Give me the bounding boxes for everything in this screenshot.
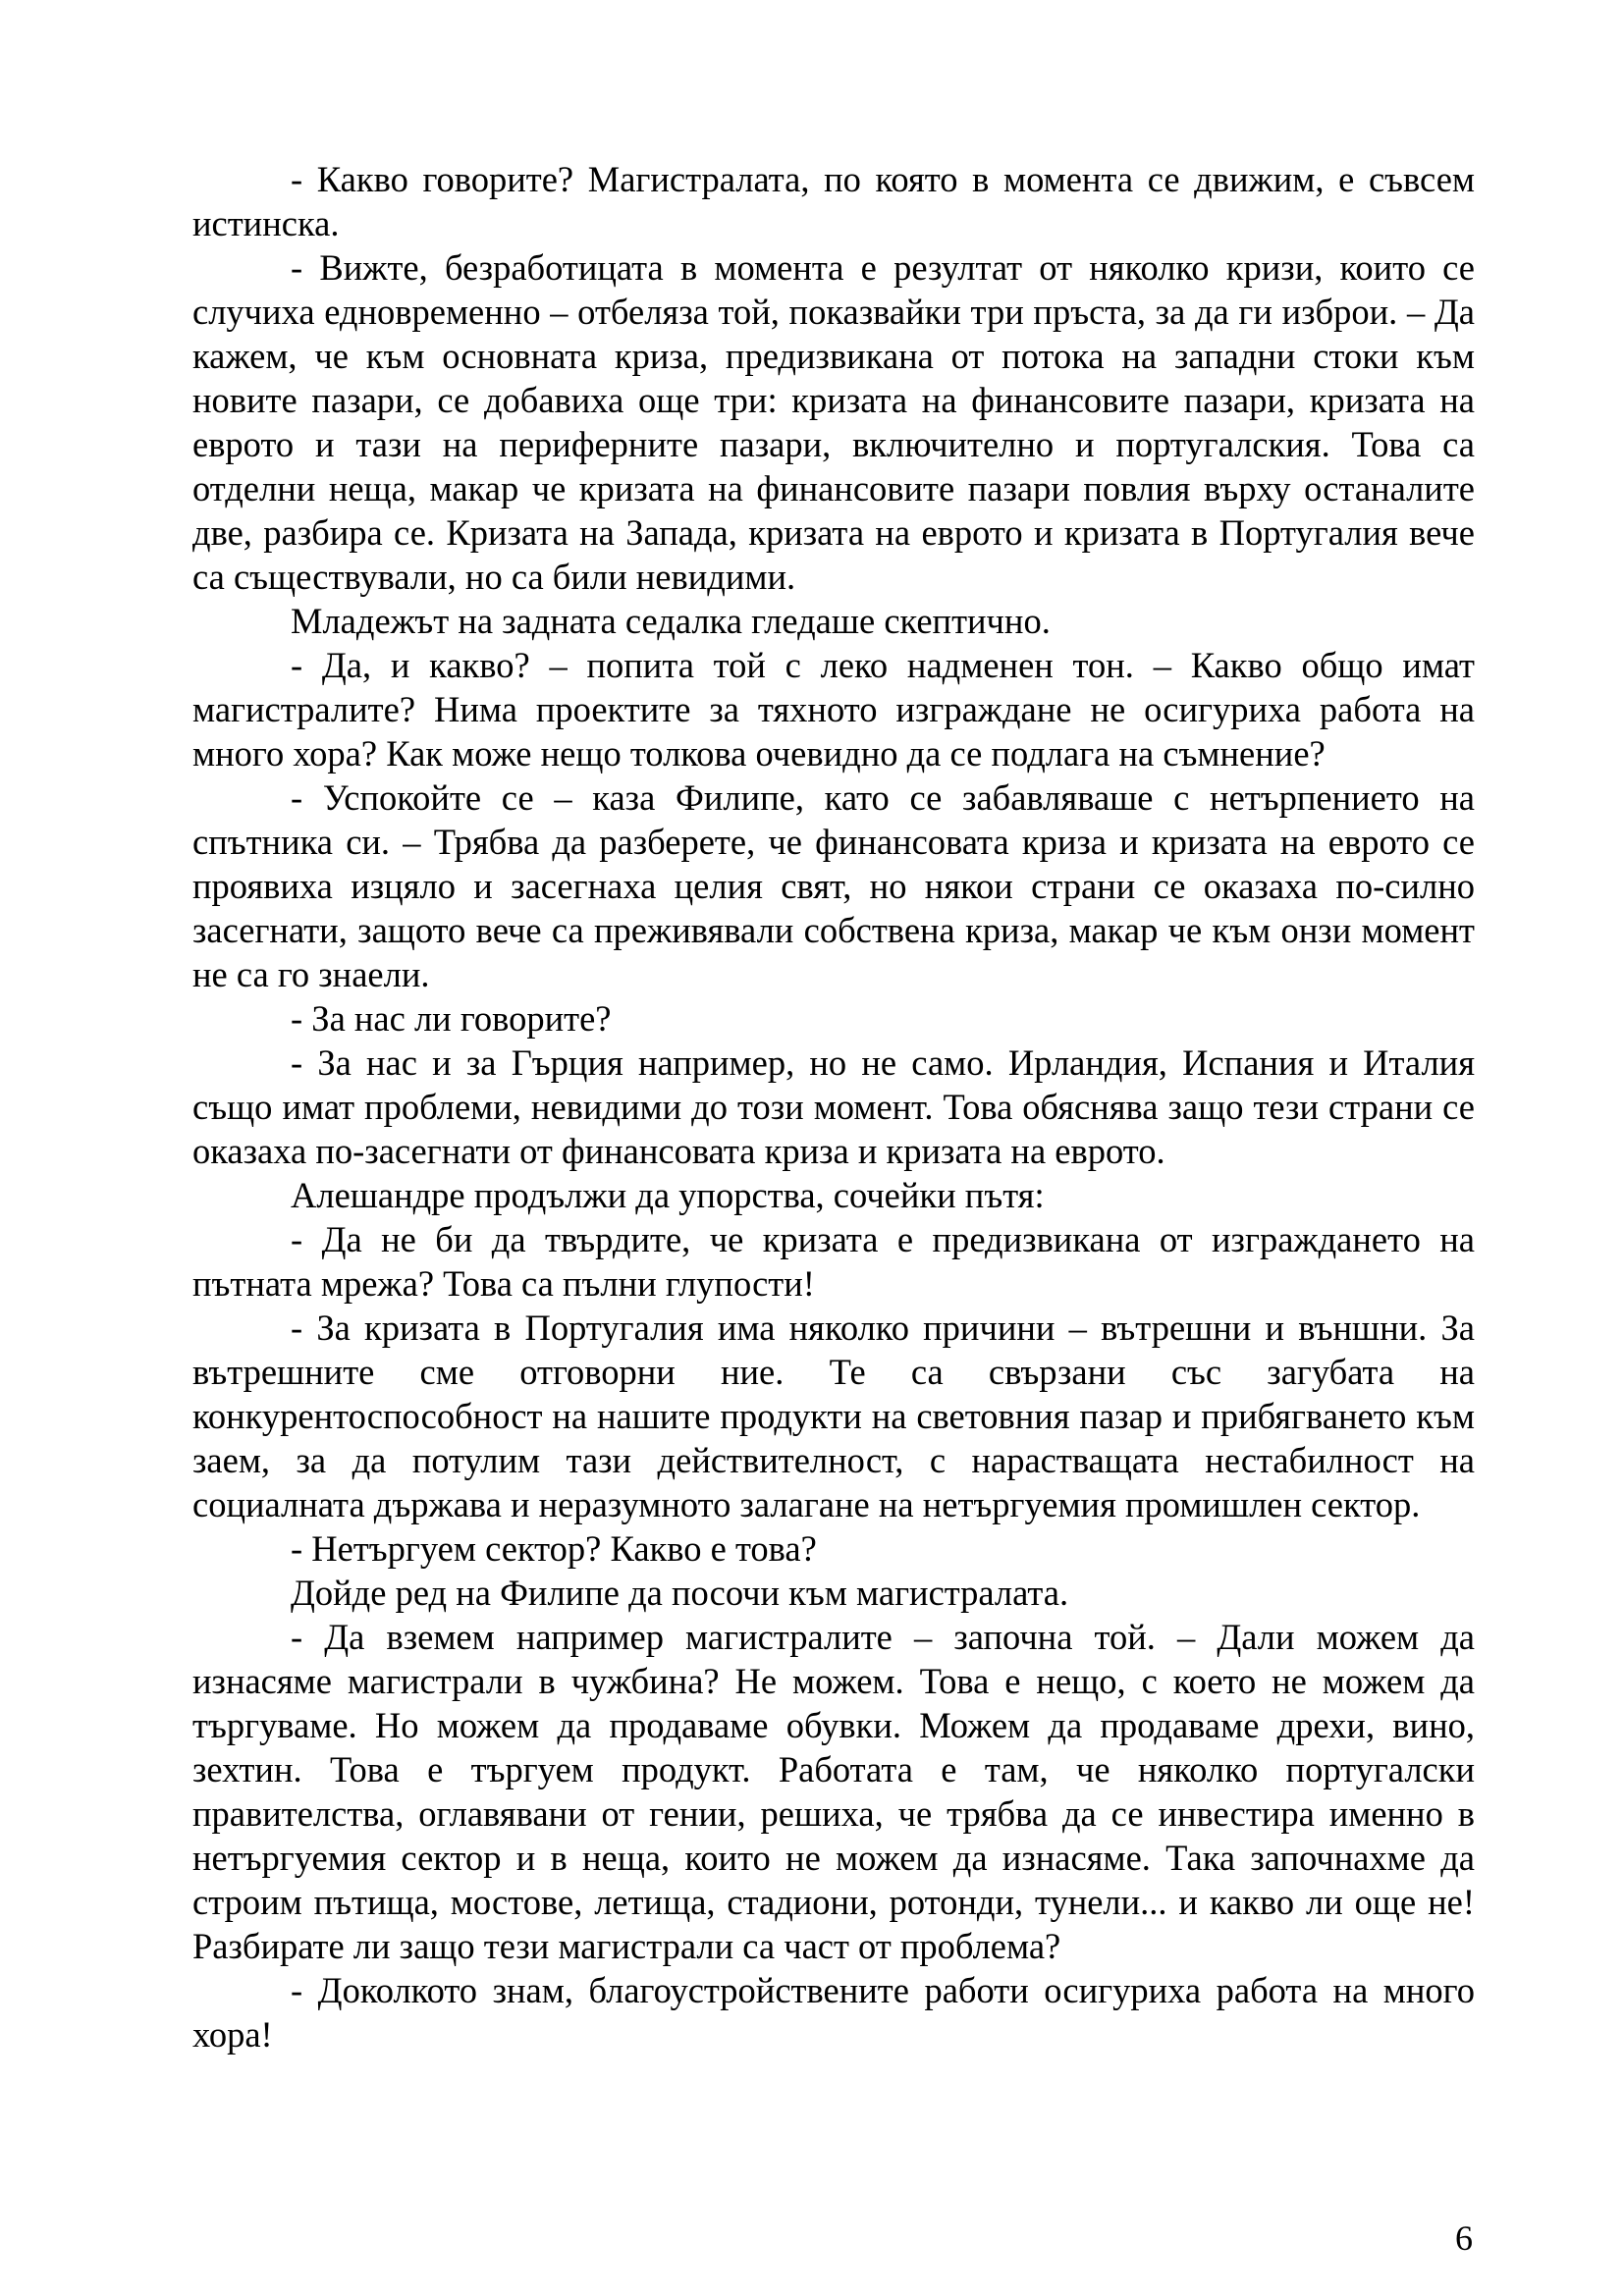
paragraph: - За кризата в Португалия има няколко причини – вътрешни и външни. За вътрешните сме отговорни ние. Те са свързани със загубата на конкурентоспособност на нашите продукти на световния пазар и прибягването към заем, за да потулим тази действителност, с нарастващата нестабилност на социалната държава и неразумното залагане на нетъргуемия промишлен сектор. [192,1308,1475,1524]
paragraph: Алешандре продължи да упорства, сочейки пътя: [291,1175,1045,1215]
paragraph: - Вижте, безработицата в момента е резултат от няколко кризи, които се случиха едновременно – отбеляза той, показвайки три пръста, за да ги изброи. – Да кажем, че към основната криза, предизвикана от потока на западни стоки към новите пазари, се добавиха още три: кризата на финансовите пазари, кризата на еврото и тази на периферните пазари, включително и португалския. Това са отделни неща, макар че кризата на финансовите пазари повлия върху останалите две, разбира се. Кризата на Запада, кризата на еврото и кризата в Португалия вече са съществували, но са били невидими. [192,247,1475,597]
paragraph: - Доколкото знам, благоустройствените работи осигуриха работа на много хора! [192,1970,1475,2055]
page-number: 6 [1455,2218,1473,2258]
paragraph: Дойде ред на Филипе да посочи към магистралата. [291,1573,1069,1613]
paragraph: - Да не би да твърдите, че кризата е предизвикана от изграждането на пътната мрежа? Това са пълни глупости! [192,1219,1475,1304]
page-text-body [192,157,1475,2056]
paragraph: - Да, и какво? – попита той с леко надменен тон. – Какво общо имат магистралите? Нима проектите за тяхното изграждане не осигуриха работа на много хора? Как може нещо толкова очевидно да се подлага на съмнение? [192,645,1475,774]
paragraph: - Какво говорите? Магистралата, по която в момента се движим, е съвсем истинска. [192,159,1475,243]
paragraph: - Да вземем например магистралите – започна той. – Дали можем да изнасяме магистрали в чужбина? Не можем. Това е нещо, с което не можем да търгуваме. Но можем да продаваме обувки. Можем да продаваме дрехи, вино, зехтин. Това е търгуем продукт. Работата е там, че няколко португалски правителства, оглавявани от гении, решиха, че трябва да се инвестира именно в нетъргуемия сектор и в неща, които не можем да изнасяме. Така започнахме да строим пътища, мостове, летища, стадиони, ротонди, тунели... и какво ли още не! Разбирате ли защо тези магистрали са част от проблема? [192,1617,1475,1966]
paragraph: - Нетъргуем сектор? Какво е това? [291,1528,817,1569]
paragraph: - За нас ли говорите? [291,998,612,1039]
paragraph: - За нас и за Гърция например, но не само. Ирландия, Испания и Италия също имат проблеми, невидими до този момент. Това обяснява защо тези страни се оказаха по-засегнати от финансовата криза и кризата на еврото. [192,1042,1475,1171]
paragraph: - Успокойте се – каза Филипе, като се забавляваше с нетърпението на спътника си. – Трябва да разберете, че финансовата криза и кризата на еврото се проявиха изцяло и засегнаха целия свят, но някои страни се оказаха по-силно засегнати, защото вече са преживявали собствена криза, макар че към онзи момент не са го знаели. [192,777,1475,994]
paragraph: Младежът на задната седалка гледаше скептично. [291,601,1051,641]
